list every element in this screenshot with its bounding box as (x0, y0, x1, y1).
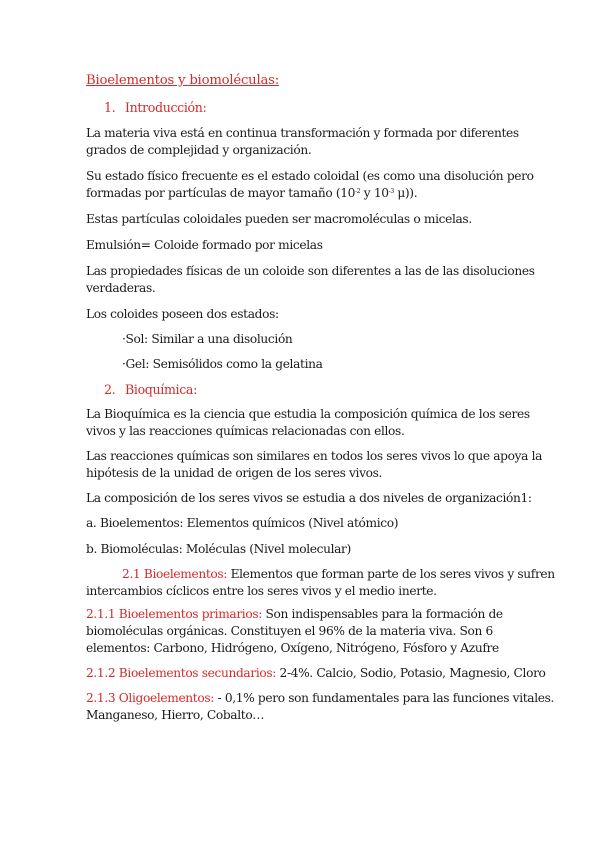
text-segment: - 0,1% pero son fundamentales para las funciones vitales. (214, 691, 555, 705)
list-item-a: a. Bioelementos: Elementos químicos (Nivel atómico) (86, 516, 399, 530)
subsection-2-1 (122, 566, 555, 583)
section-1-title: Introducción: (124, 100, 207, 115)
section-1-number: 1. (104, 100, 116, 115)
paragraph-line: grados de complejidad y organización. (86, 143, 312, 157)
bullet-item: ·Gel: Semisólidos como la gelatina (122, 357, 323, 371)
text-segment: Son indispensables para la formación de (262, 607, 503, 621)
text-segment: μ)). (393, 186, 418, 200)
text-segment: y 10 (360, 186, 389, 200)
list-item-b: b. Biomoléculas: Moléculas (Nivel molecular) (86, 542, 351, 556)
subsection-2-1-3-label: 2.1.3 Oligoelementos: (86, 691, 214, 705)
section-1-heading (104, 99, 206, 116)
subsection-2-1-2-label: 2.1.2 Bioelementos secundarios: (86, 666, 277, 680)
paragraph-line: hipótesis de la unidad de origen de los seres vivos. (86, 466, 383, 480)
subsection-2-1-label: 2.1 Bioelementos: (122, 567, 228, 581)
bullet-item: ·Sol: Similar a una disolución (122, 332, 293, 346)
paragraph-line: La materia viva está en continua transformación y formada por diferentes (86, 126, 519, 140)
text-segment: 2-4%. Calcio, Sodio, Potasio, Magnesio, Cloro (276, 666, 546, 680)
subsection-2-1-1-label: 2.1.1 Bioelementos primarios: (86, 607, 263, 621)
section-2-title: Bioquímica: (124, 382, 197, 397)
document-title: Bioelementos y biomoléculas: (86, 73, 279, 88)
paragraph-line: elementos: Carbono, Hidrógeno, Oxígeno, Nitrógeno, Fósforo y Azufre (86, 641, 499, 655)
paragraph-line: Estas partículas coloidales pueden ser macromoléculas o micelas. (86, 212, 472, 226)
paragraph-line: Las reacciones químicas son similares en todos los seres vivos lo que apoya la (86, 449, 543, 463)
subsection-2-1-1 (86, 606, 503, 623)
paragraph-line: Los coloides poseen dos estados: (86, 307, 279, 321)
paragraph-line: intercambios cíclicos entre los seres vivos y el medio inerte. (86, 584, 437, 598)
subsection-2-1-2 (86, 665, 546, 682)
paragraph-line: Manganeso, Hierro, Cobalto… (86, 708, 265, 722)
paragraph-line: Las propiedades físicas de un coloide son diferentes a las de las disoluciones (86, 264, 535, 278)
superscript: -2 (355, 188, 361, 195)
paragraph-line: vivos y las reacciones químicas relacionadas con ellos. (86, 424, 405, 438)
paragraph-line: verdaderas. (86, 281, 156, 295)
paragraph-line: biomoléculas orgánicas. Constituyen el 96% de la materia viva. Son 6 (86, 624, 493, 638)
paragraph-line: Su estado físico frecuente es el estado coloidal (es como una disolución pero (86, 169, 534, 183)
superscript: -3 (388, 188, 394, 195)
section-2-number: 2. (104, 382, 116, 397)
text-segment: formadas por partículas de mayor tamaño (10 (86, 186, 356, 200)
paragraph-line: La Bioquímica es la ciencia que estudia la composición química de los seres (86, 407, 530, 421)
subsection-2-1-3 (86, 690, 554, 707)
paragraph-line: Emulsión= Coloide formado por micelas (86, 238, 323, 252)
paragraph-line: La composición de los seres vivos se estudia a dos niveles de organización1: (86, 491, 532, 505)
text-segment: Elementos que forman parte de los seres vivos y sufren (227, 567, 555, 581)
paragraph-line (86, 185, 417, 202)
section-2-heading (104, 381, 197, 398)
